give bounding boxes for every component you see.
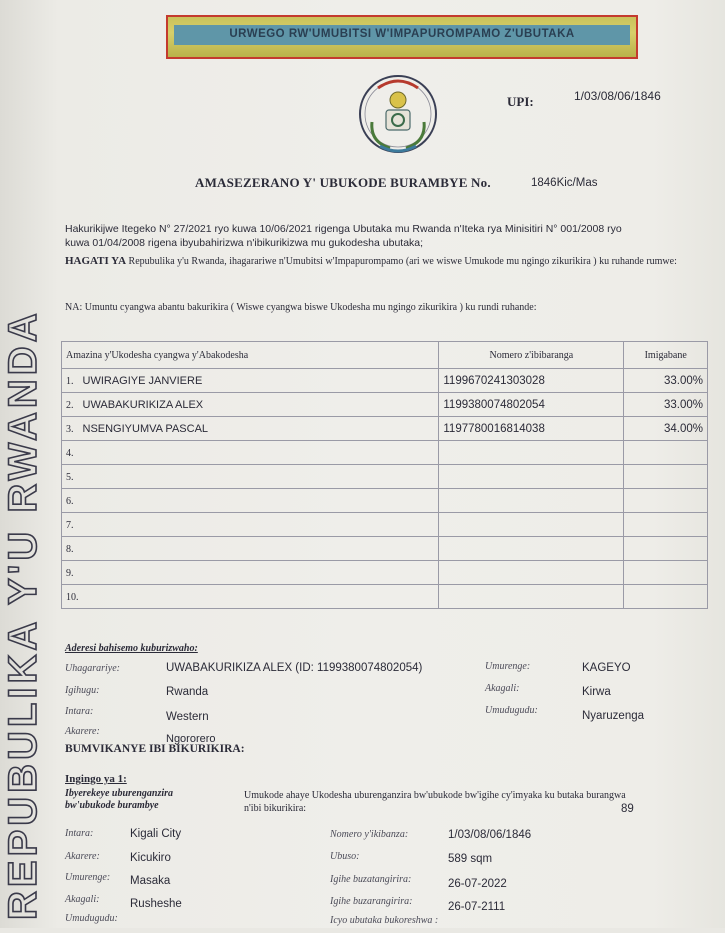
parcel-ubuso-value: 589 sqm (448, 853, 493, 865)
umurenge-label: Umurenge: (485, 661, 531, 672)
lessee-name-cell (62, 513, 439, 537)
parties-paragraph (65, 255, 705, 268)
row-number: 8. (66, 543, 74, 555)
article-subheading: Ibyerekeye uburenganzira bw'ubukode burambye (65, 788, 174, 811)
lessee-share (624, 513, 708, 537)
intara-label: Intara: (65, 706, 94, 717)
lessee-table (61, 341, 708, 609)
lessee-id (439, 585, 624, 609)
legal-basis-paragraph: Hakurikijwe Itegeko N° 27/2021 ryo kuwa 10/06/2021 rigenga Ubutaka mu Rwanda n'Iteka rya Minisitiri N° 001/2008 ryo kuwa 01/04/2008 rigena ibyubahirizwa n'ibikurikizwa mu gukodesha ubutaka; (65, 223, 622, 249)
rep-value: UWABAKURIKIZA ALEX (ID: 1199380074802054) (166, 662, 423, 674)
parcel-umudugudu-label: Umudugudu: (65, 913, 118, 924)
lessee-share (624, 489, 708, 513)
parties-lead: HAGATI YA (65, 255, 127, 267)
upi-label: UPI: (507, 94, 534, 109)
lessee-id: 1199380074802054 (439, 393, 624, 417)
lessee-id: 1199670241303028 (439, 369, 624, 393)
parcel-use-label: Icyo ubutaka bukoreshwa : (330, 915, 439, 926)
registrar-banner (166, 15, 638, 59)
lessee-name: UWABAKURIKIZA ALEX (82, 398, 204, 411)
igihugu-label: Igihugu: (65, 685, 100, 696)
parcel-akagali-value: Rusheshe (130, 898, 182, 910)
parcel-ubuso-label: Ubuso: (330, 851, 360, 862)
article-heading: Ingingo ya 1: (65, 773, 127, 785)
row-number: 3. (66, 423, 74, 435)
lessee-share (624, 537, 708, 561)
table-row (62, 465, 708, 489)
lessee-id (439, 441, 624, 465)
table-row (62, 585, 708, 609)
parcel-nomero-label: Nomero y'ikibanza: (330, 829, 409, 840)
parcel-end-value: 26-07-2111 (448, 901, 506, 913)
header-names: Amazina y'Ukodesha cyangwa y'Abakodesha (62, 342, 439, 369)
row-number: 4. (66, 447, 74, 459)
intara-value: Western (166, 711, 209, 723)
lessee-share: 33.00% (624, 369, 708, 393)
lessee-name: NSENGIYUMVA PASCAL (82, 422, 209, 435)
parcel-start-value: 26-07-2022 (448, 878, 507, 890)
akagali-value: Kirwa (582, 686, 611, 698)
akarere-label: Akarere: (65, 726, 100, 737)
umurenge-value: KAGEYO (582, 662, 631, 674)
national-seal-icon (356, 68, 440, 164)
parcel-start-label: Igihe buzatangirira: (330, 874, 412, 885)
akarere-value: Ngororero (166, 733, 216, 745)
banner-title: URWEGO RW'UMUBITSI W'IMPAPUROMPAMO Z'UBUTAKA (229, 28, 575, 40)
row-number: 9. (66, 567, 74, 579)
parcel-intara-label: Intara: (65, 828, 94, 839)
lessee-name-cell (62, 561, 439, 585)
banner-band (174, 25, 630, 45)
row-number: 7. (66, 519, 74, 531)
vertical-country-label: REPUBULIKA Y'U RWANDA (1, 309, 45, 920)
table-row (62, 561, 708, 585)
lessee-name-cell (62, 417, 439, 441)
lessee-share: 33.00% (624, 393, 708, 417)
row-number: 10. (66, 591, 79, 603)
lessee-share (624, 561, 708, 585)
lessee-name-cell (62, 369, 439, 393)
rep-label: Uhagarariye: (65, 663, 120, 674)
upi-value: 1/03/08/06/1846 (574, 89, 661, 103)
lessee-name-cell (62, 393, 439, 417)
lessee-id: 1197780016814038 (439, 417, 624, 441)
lessee-table-body (62, 369, 708, 609)
article-text (244, 789, 634, 815)
table-row (62, 393, 708, 417)
header-shares: Imigabane (624, 342, 708, 369)
parcel-nomero-value: 1/03/08/06/1846 (448, 829, 532, 841)
akagali-label: Akagali: (485, 683, 520, 694)
parcel-umurenge-value: Masaka (130, 875, 171, 887)
table-header-row (62, 342, 708, 369)
article-text-main: Umukode ahaye Ukodesha uburenganzira bw'ubukode bw'igihe cy'imyaka (244, 790, 543, 801)
lessee-id (439, 489, 624, 513)
row-number: 5. (66, 471, 74, 483)
header-ids: Nomero z'ibibaranga (439, 342, 624, 369)
table-row (62, 537, 708, 561)
address-heading: Aderesi bahisemo kuburizwaho: (65, 643, 198, 654)
table-row (62, 369, 708, 393)
lessee-name-cell (62, 489, 439, 513)
lessee-id (439, 561, 624, 585)
lessee-name-cell (62, 537, 439, 561)
parcel-intara-value: Kigali City (130, 828, 182, 840)
lessee-share (624, 465, 708, 489)
lessee-name-cell (62, 441, 439, 465)
lessee-id (439, 513, 624, 537)
table-row (62, 417, 708, 441)
article-text-end: ku butaka burangwa n'ibi bikurikira: (244, 790, 626, 814)
parcel-end-label: Igihe buzarangirira: (330, 896, 413, 907)
lessee-share (624, 585, 708, 609)
lessee-intro: NA: Umuntu cyangwa abantu bakurikira ( Wiswe cyangwa biswe Ukodesha mu ngingo zikurikira ) ku rundi ruhande: (65, 302, 537, 313)
parcel-umurenge-label: Umurenge: (65, 872, 111, 883)
document-title: AMASEZERANO Y' UBUKODE BURAMBYE No. (195, 175, 491, 190)
vertical-country-text (0, 208, 50, 928)
agreement-heading: BUMVIKANYE IBI BIKURIKIRA: (65, 743, 245, 755)
parcel-akarere-value: Kicukiro (130, 852, 171, 864)
parties-text: Repubulika y'u Rwanda, ihagarariwe n'Umubitsi w'Impapurompamo (ari we wiswe Umukode mu ngingo zikurikira ) ku ruhande rumwe: (128, 256, 677, 267)
lessee-share (624, 441, 708, 465)
umudugudu-value: Nyaruzenga (582, 710, 645, 722)
lessee-name-cell (62, 465, 439, 489)
row-number: 1. (66, 375, 74, 387)
lease-years: 89 (621, 803, 634, 815)
lessee-id (439, 537, 624, 561)
lessee-name-cell (62, 585, 439, 609)
umudugudu-label: Umudugudu: (485, 705, 538, 716)
table-row (62, 441, 708, 465)
igihugu-value: Rwanda (166, 686, 209, 698)
lessee-name: UWIRAGIYE JANVIERE (82, 374, 203, 387)
parcel-akarere-label: Akarere: (65, 851, 100, 862)
row-number: 6. (66, 495, 74, 507)
lessee-share: 34.00% (624, 417, 708, 441)
row-number: 2. (66, 399, 74, 411)
table-row (62, 513, 708, 537)
table-row (62, 489, 708, 513)
parcel-akagali-label: Akagali: (65, 894, 100, 905)
lessee-id (439, 465, 624, 489)
contract-number: 1846Kic/Mas (531, 177, 598, 189)
